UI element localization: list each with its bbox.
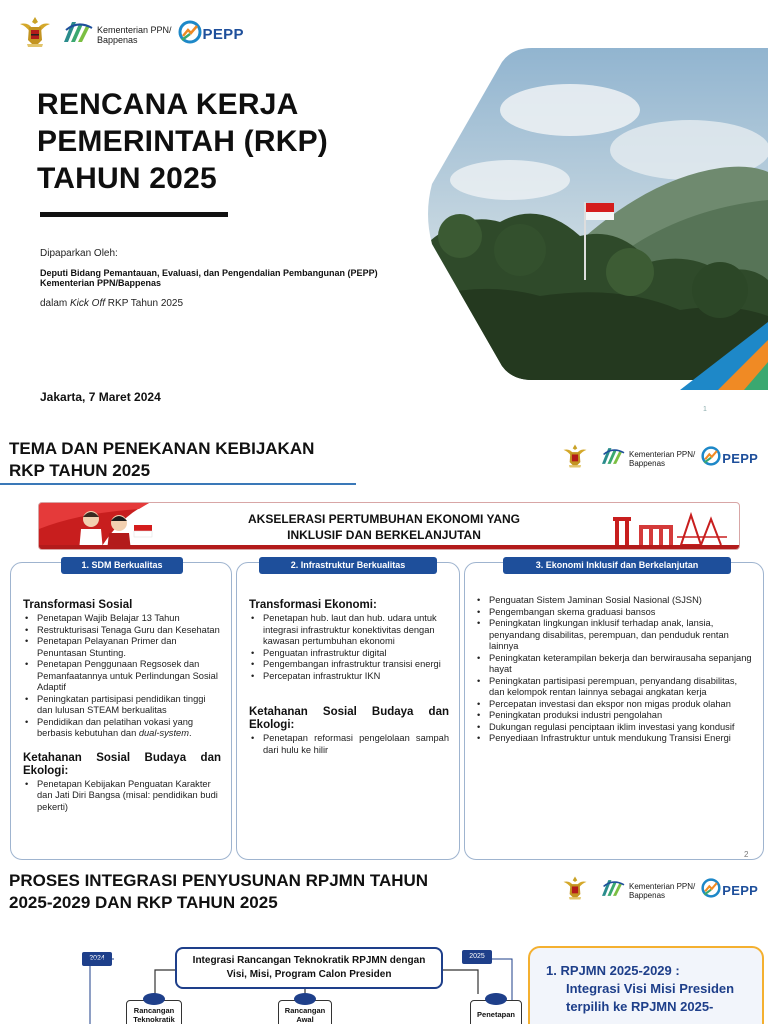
garuda-emblem-icon (18, 14, 52, 55)
pepp-logo-text: PEPP (202, 26, 244, 43)
card-text (546, 962, 756, 1016)
card-line-2: Integrasi Visi Misi Presiden (566, 981, 735, 996)
section-title: Transformasi Ekonomi: (249, 599, 377, 611)
pillar-sdm (10, 562, 232, 860)
list-item: • Percepatan investasi dan ekspor non migas produk olahan (475, 699, 753, 711)
garuda-emblem-icon (562, 442, 588, 475)
list-item: • Penetapan Kebijakan Penguatan Karakter dan Jati Diri Bangsa (misal: pendidikan budi pekerti) (23, 779, 221, 814)
bullet-list (249, 613, 449, 682)
list-item: • Penetapan hub. laut dan hub. udara untuk integrasi infrastruktur konektivitas dengan kawasan pertumbuhan ekonomi (249, 613, 449, 648)
list-item: • Peningkatan lingkungan inklusif terhadap anak, lansia, penyandang disabilitas, perempuan, dan penduduk rentan lainnya (475, 618, 753, 653)
bappenas-logo-text (97, 25, 172, 45)
list-item: • Pengembangan infrastruktur transisi energi (249, 659, 449, 671)
card-number: 1. (546, 963, 557, 978)
pepp-logo-text: PEPP (722, 883, 759, 898)
event-italic: Kick Off (70, 298, 106, 309)
pillar-infrastruktur (236, 562, 460, 860)
deputy-line-1: Deputi Bidang Pemantauan, Evaluasi, dan Pengendalian Pembangunan (PEPP) (40, 268, 378, 278)
monument-illustration-icon (611, 507, 731, 550)
bappenas-logo-text (629, 450, 695, 468)
bappenas-text-line2: Bappenas (629, 458, 666, 468)
node-cap (143, 993, 165, 1005)
list-item: • Percepatan infrastruktur IKN (249, 671, 449, 683)
theme-slide (0, 432, 768, 864)
bappenas-text-line2: Bappenas (629, 890, 666, 900)
list-item (23, 717, 221, 740)
pillar-body (475, 595, 753, 745)
rpjmn-summary-card (528, 946, 764, 1024)
list-item: • Penetapan Penggunaan Regsosek dan Pemanfaatannya untuk Perlindungan Sosial Adaptif (23, 659, 221, 694)
node-line-1: Rancangan (133, 1006, 175, 1015)
year-tag-2024: 2024 (82, 952, 112, 966)
title-line-3: TAHUN 2025 (37, 162, 217, 195)
presented-by-label: Dipaparkan Oleh: (40, 248, 118, 259)
presenter-affiliation (40, 268, 440, 288)
list-item: • Dukungan regulasi penciptaan iklim investasi yang kondusif (475, 722, 753, 734)
box-line-2: Visi, Misi, Program Calon Presiden (226, 969, 392, 980)
presentation-date: Jakarta, 7 Maret 2024 (40, 390, 161, 404)
title-line-1: TEMA DAN PENEKANAN KEBIJAKAN (9, 439, 315, 458)
list-item: • Penyediaan Infrastruktur untuk mendukung Transisi Energi (475, 733, 753, 745)
theme-statement (189, 511, 579, 543)
pepp-logo-icon (178, 20, 202, 49)
bappenas-text-line1: Kementerian PPN/ (97, 24, 172, 35)
bullet-list (23, 779, 221, 814)
title-line-2: 2025-2029 DAN RKP TAHUN 2025 (9, 893, 278, 912)
people-illustration-icon (39, 503, 169, 550)
node-rancangan-awal (278, 1000, 332, 1024)
item-suffix: . (188, 728, 192, 738)
node-rancangan-teknokratik (126, 1000, 182, 1024)
list-item: • Penguatan Sistem Jaminan Sosial Nasional (SJSN) (475, 595, 753, 607)
logo-bar (562, 442, 758, 475)
section-title: Ketahanan Sosial Budaya dan Ekologi: (23, 751, 221, 777)
event-line (40, 298, 183, 309)
pepp-logo-icon (701, 446, 721, 471)
deputy-line-2: Kementerian PPN/Bappenas (40, 278, 162, 288)
page-number: 1 (703, 406, 707, 413)
pepp-logo (701, 446, 758, 471)
node-cap (485, 993, 507, 1005)
bullet-list (23, 613, 221, 740)
integration-slide (0, 864, 768, 1024)
pillar-header: 2. Infrastruktur Berkualitas (259, 557, 437, 574)
pepp-logo-text: PEPP (722, 451, 759, 466)
node-penetapan (470, 1000, 522, 1024)
slide-title (37, 86, 328, 197)
theme-banner (38, 502, 740, 550)
bappenas-text-line1: Kementerian PPN/ (629, 881, 696, 891)
title-slide (0, 0, 768, 432)
list-item: • Peningkatan partisipasi pendidikan tinggi dan lulusan STEAM berkualitas (23, 694, 221, 717)
list-item: • Pengembangan skema graduasi bansos (475, 607, 753, 619)
item-italic: dual-system (138, 728, 189, 738)
bullet-list (475, 595, 753, 745)
event-suffix: RKP Tahun 2025 (105, 298, 184, 309)
banner-accent-bar (39, 545, 739, 549)
section-title: Ketahanan Sosial Budaya dan Ekologi: (249, 706, 449, 731)
list-item: • Penetapan Wajib Belajar 13 Tahun (23, 613, 221, 625)
card-line-3: terpilih ke RPJMN 2025- (566, 999, 714, 1014)
bappenas-text-line2: Bappenas (97, 34, 138, 45)
theme-line-1: AKSELERASI PERTUMBUHAN EKONOMI YANG (247, 512, 521, 526)
list-item: • Restrukturisasi Tenaga Guru dan Kesehatan (23, 625, 221, 637)
node-line-2: Teknokratik (133, 1015, 175, 1024)
bappenas-text-line1: Kementerian PPN/ (629, 449, 696, 459)
event-prefix: dalam (40, 298, 71, 309)
bullet-list (249, 733, 449, 756)
pillar-body (249, 599, 449, 756)
pillar-body (23, 599, 221, 813)
item-text: Pendidikan dan pelatihan vokasi yang berbasis kebutuhan dan (37, 716, 194, 738)
node-label: Penetapan (477, 1010, 515, 1019)
bappenas-logo-icon (600, 445, 626, 472)
card-line-1: RPJMN 2025-2029 : (560, 963, 680, 978)
pillar-header: 1. SDM Berkualitas (61, 557, 183, 574)
year-tag-2025: 2025 (462, 950, 492, 964)
bappenas-logo-icon (62, 18, 94, 51)
node-line-1: Rancangan (284, 1006, 326, 1015)
slide-title (9, 438, 314, 482)
hero-photo (420, 40, 768, 390)
pillar-ekonomi-inklusif (464, 562, 764, 860)
title-line-1: PROSES INTEGRASI PENYUSUNAN RPJMN TAHUN (9, 871, 429, 890)
box-line-1: Integrasi Rancangan Teknokratik RPJMN dengan (192, 955, 426, 966)
title-line-2: PEMERINTAH (RKP) (37, 125, 328, 158)
list-item: • Penetapan Pelayanan Primer dan Penuntasan Stunting. (23, 636, 221, 659)
section-title: Transformasi Sosial (23, 599, 133, 611)
node-cap (294, 993, 316, 1005)
title-underline (0, 483, 356, 485)
integration-box (175, 947, 443, 989)
title-line-2: RKP TAHUN 2025 (9, 461, 151, 480)
list-item: • Peningkatan partisipasi perempuan, penyandang disabilitas, dan kelompok rentan lainnya sebagai angkatan kerja (475, 676, 753, 699)
title-underline (40, 212, 228, 217)
list-item: • Penetapan reformasi pengelolaan sampah dari hulu ke hilir (249, 733, 449, 756)
logo-bar (18, 14, 244, 55)
pillar-header: 3. Ekonomi Inklusif dan Berkelanjutan (503, 557, 731, 574)
theme-line-2: INKLUSIF DAN BERKELANJUTAN (287, 528, 481, 542)
title-line-1: RENCANA KERJA (37, 88, 299, 121)
list-item: • Penguatan infrastruktur digital (249, 648, 449, 660)
page-number: 2 (744, 850, 749, 859)
node-line-2: Awal (296, 1015, 314, 1024)
pepp-logo (178, 20, 244, 49)
list-item: • Peningkatan produksi industri pengolahan (475, 710, 753, 722)
list-item: • Peningkatan keterampilan bekerja dan berwirausaha sepanjang hayat (475, 653, 753, 676)
